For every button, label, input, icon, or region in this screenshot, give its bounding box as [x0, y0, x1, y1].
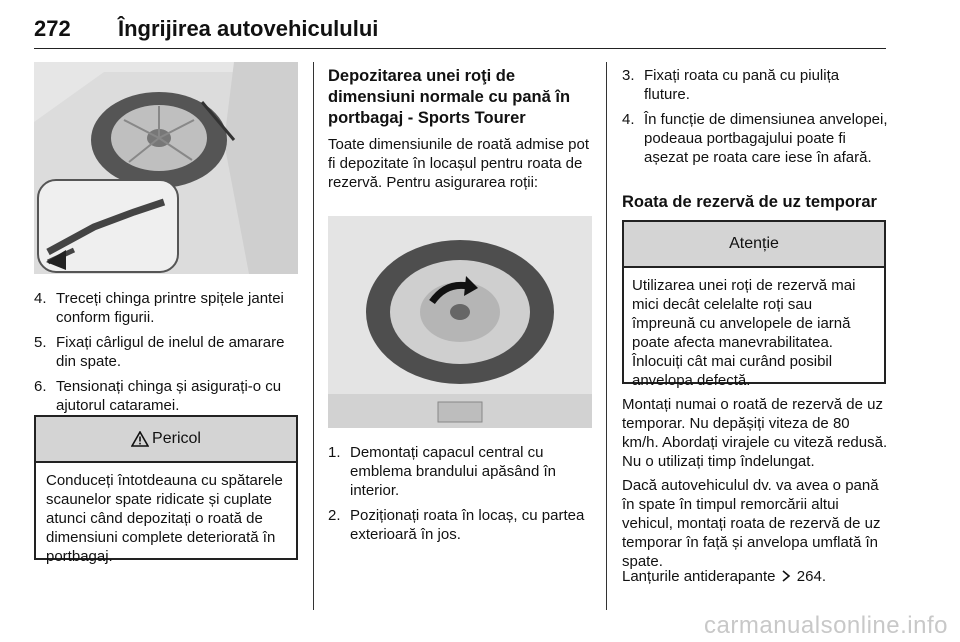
column-divider [313, 62, 314, 610]
page-number: 272 [34, 16, 71, 41]
intro-paragraph: Toate dimensiunile de roată admise pot fi depozitate în locașul pentru roata de rezervă. Pentru asigurarea roții: [328, 136, 589, 191]
list-item: 5. Fixați cârligul de inelul de amarare din spate. [34, 334, 285, 370]
steps-list [34, 289, 298, 421]
watermark: carmanualsonline.info [704, 612, 948, 639]
caution-box [622, 220, 886, 389]
reference-arrow-icon [781, 570, 792, 582]
danger-text: Conduceți întotdeauna cu spătarele scaunelor spate ridicate și cuplate atunci când depozitați o roată de dimensiuni complete deteriorată în portbagaj. [46, 472, 283, 565]
trunk-strap-illustration [34, 62, 298, 274]
danger-box [34, 415, 298, 565]
list-item: 3. Fixați roata cu pană cu piulița fluture. [622, 67, 840, 103]
column-divider [606, 62, 607, 610]
caution-title: Atenție [729, 235, 779, 252]
list-item: 4. Treceți chinga printre spițele jantei conform figurii. [34, 290, 284, 326]
danger-title: Pericol [152, 430, 201, 447]
spare-wheel-well-illustration [328, 216, 592, 428]
paragraph: Dacă autovehiculul dv. va avea o pană în spate în timpul remorcării altui vehicul, montați roata de rezervă de uz temporar în față și anvelopa umflată în spate. [622, 477, 881, 570]
list-item: 6. Tensionați chinga și asigurați-o cu ajutorul cataramei. [34, 378, 282, 414]
section-heading: Depozitarea unei roţi de dimensiuni normale cu pană în portbagaj - Sports Tourer [328, 67, 571, 127]
caution-box-header [624, 222, 884, 268]
danger-box-header [36, 417, 296, 463]
page-header [34, 10, 886, 49]
caution-text: Utilizarea unei roți de rezervă mai mici decât celelalte roți sau împreună cu anvelopele de iarnă poate afecta manevrabilitatea. Înlocuiți cât mai curând posibil anvelopa defectă. [632, 277, 856, 389]
steps-list [328, 443, 594, 550]
cross-reference: Lanțurile antiderapante 264. [622, 568, 826, 585]
page-title: Îngrijirea autovehiculului [118, 16, 379, 41]
list-item: 2. Poziționați roata în locaș, cu partea exterioară în jos. [328, 507, 585, 543]
list-item: 4. În funcție de dimensiunea anvelopei, podeaua portbagajului poate fi așezat pe roata care iese în afară. [622, 111, 888, 166]
paragraph: Montați numai o roată de rezervă de uz temporar. Nu depășiți viteza de 80 km/h. Abordați virajele cu viteză redusă. Nu o utilizați timp îndelungat. [622, 396, 888, 470]
warning-triangle-icon [131, 431, 149, 447]
list-item: 1. Demontați capacul central cu emblema brandului apăsând în interior. [328, 444, 556, 499]
section-heading: Roata de rezervă de uz temporar [622, 193, 877, 211]
steps-list [622, 66, 888, 173]
